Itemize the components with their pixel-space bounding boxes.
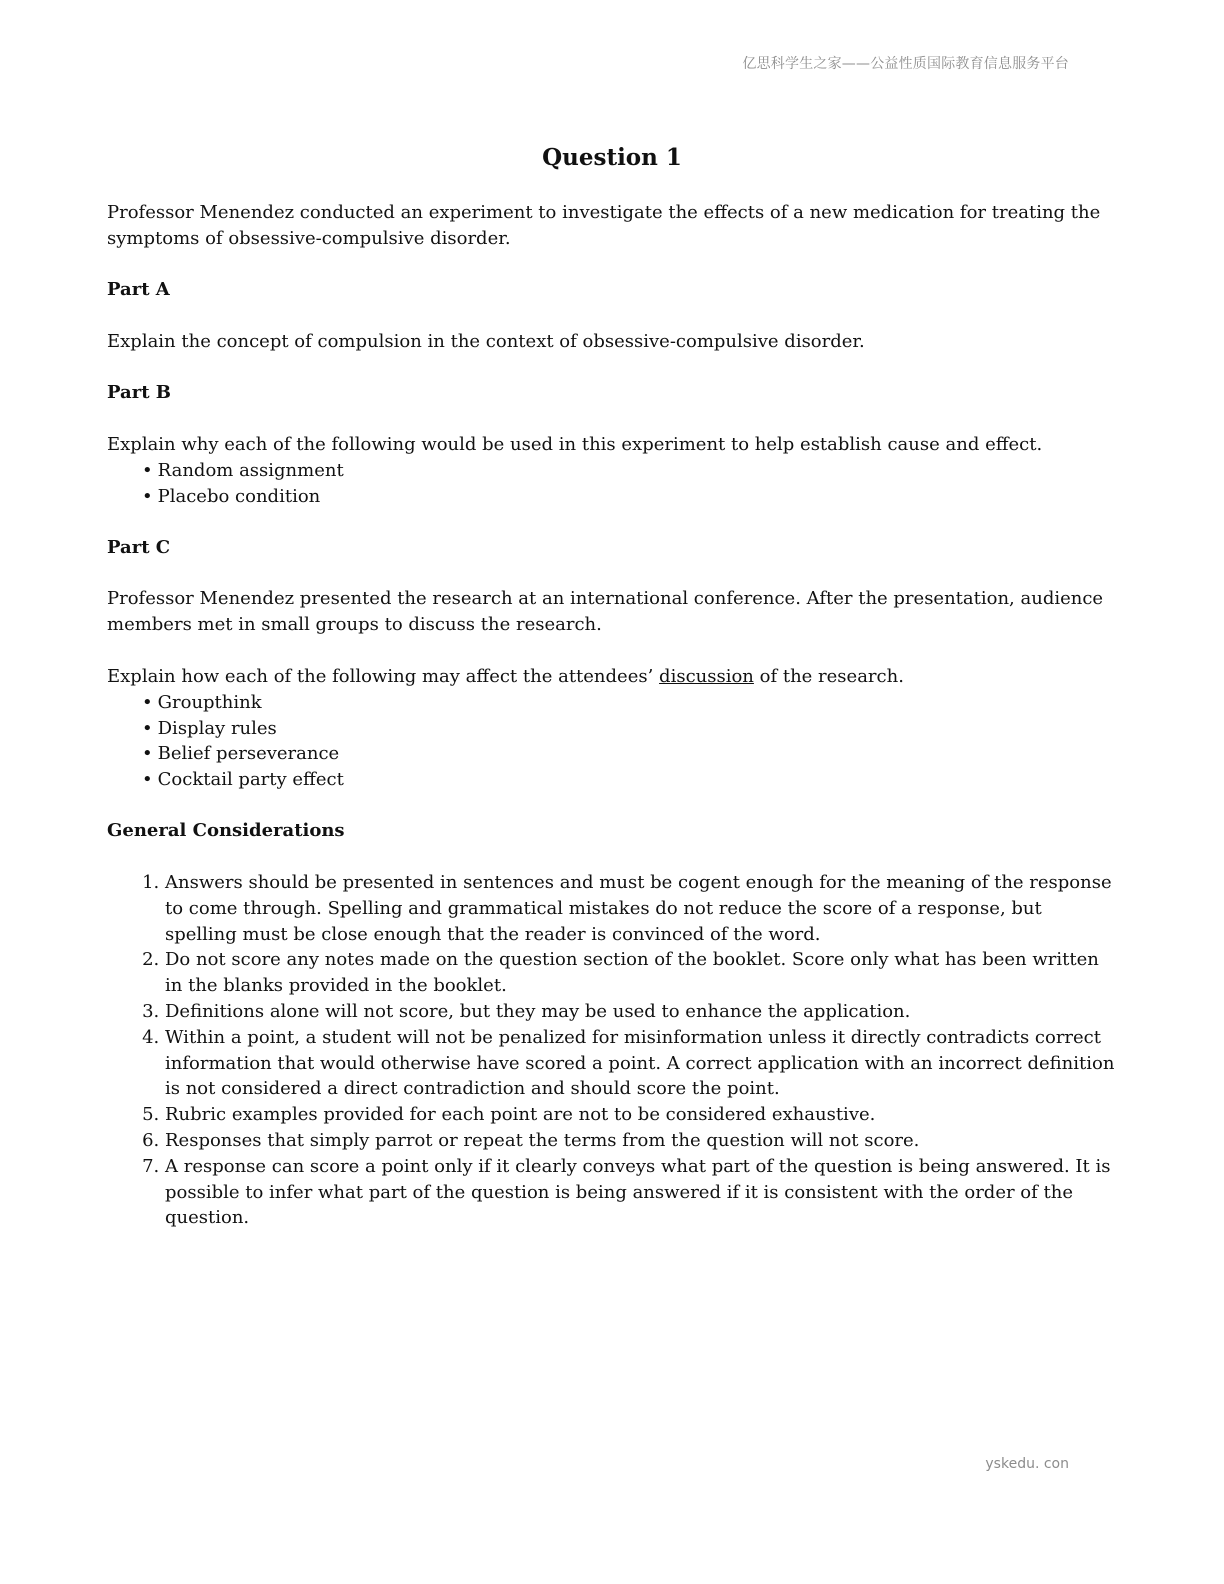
list-item: 2. Do not score any notes made on the question section of the booklet. Score only what has been written in the blanks provided in the booklet. <box>165 947 1117 999</box>
part-c-prompt-after: of the research. <box>753 666 904 687</box>
part-b-section <box>107 432 1117 509</box>
header-watermark: 亿思科学生之家——公益性质国际教育信息服务平台 <box>742 56 1069 72</box>
part-c-list <box>107 690 1117 793</box>
part-c-prompt-before: Explain how each of the following may affect the attendees’ <box>107 666 660 687</box>
list-item: 6. Responses that simply parrot or repeat the terms from the question will not score. <box>165 1128 1117 1154</box>
list-item: 5. Rubric examples provided for each point are not to be considered exhaustive. <box>165 1102 1117 1128</box>
list-item: 3. Definitions alone will not score, but they may be used to enhance the application. <box>165 999 1117 1025</box>
list-item: • Display rules <box>142 716 1117 742</box>
general-considerations-list <box>107 870 1117 1231</box>
list-item: • Belief perseverance <box>142 741 1117 767</box>
part-b-heading: Part B <box>107 382 171 403</box>
general-considerations-heading: General Considerations <box>107 820 345 841</box>
list-item: 4. Within a point, a student will not be penalized for misinformation unless it directly contradicts correct information that would otherwise have scored a point. A correct application with an incorrect definition is not considered a direct contradiction and should score the point. <box>165 1025 1117 1102</box>
part-a-heading: Part A <box>107 279 170 300</box>
list-item: • Cocktail party effect <box>142 767 1117 793</box>
part-c-heading: Part C <box>107 537 171 558</box>
part-b-prompt: Explain why each of the following would be used in this experiment to help establish cause and effect. <box>107 434 1043 455</box>
part-c-prompt <box>107 664 1117 690</box>
list-item: • Groupthink <box>142 690 1117 716</box>
list-item: • Placebo condition <box>142 484 1117 510</box>
list-item: 1. Answers should be presented in sentences and must be cogent enough for the meaning of the response to come through. Spelling and grammatical mistakes do not reduce the score of a response, but spelling must be close enough that the reader is convinced of the word. <box>165 870 1117 947</box>
footer-watermark: yskedu. con <box>985 1456 1069 1472</box>
part-b-list <box>107 458 1117 510</box>
part-c-context: Professor Menendez presented the research at an international conference. After the presentation, audience members met in small groups to discuss the research. <box>107 588 1104 635</box>
question-intro: Professor Menendez conducted an experiment to investigate the effects of a new medication for treating the symptoms of obsessive-compulsive disorder. <box>107 202 1101 249</box>
part-c-section <box>107 664 1117 793</box>
question-title: Question 1 <box>542 144 682 171</box>
general-considerations-section <box>107 870 1117 1231</box>
list-item: • Random assignment <box>142 458 1117 484</box>
part-c-prompt-underlined: discussion <box>659 666 754 687</box>
part-a-prompt: Explain the concept of compulsion in the context of obsessive-compulsive disorder. <box>107 331 865 352</box>
list-item: 7. A response can score a point only if it clearly conveys what part of the question is being answered. It is possible to infer what part of the question is being answered if it is consistent with the order of the question. <box>165 1154 1117 1231</box>
